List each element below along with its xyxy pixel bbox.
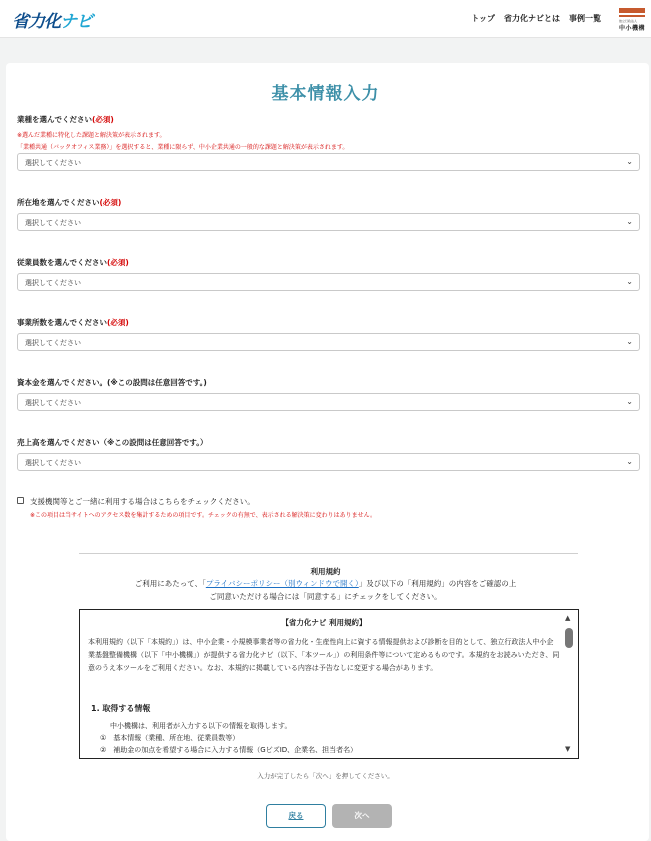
required-mark: (必須): [99, 198, 122, 207]
industry-note-1: ※選んだ業種に特化した課題と解決策が表示されます。: [17, 132, 166, 139]
sales-label-text: 売上高を選んでください: [17, 438, 100, 447]
location-label-text: 所在地を選んでください: [17, 198, 100, 207]
scrollbar-thumb[interactable]: [565, 628, 573, 648]
terms-intro-post: 」及び以下の「利用規約」の内容をご確認の上: [358, 579, 517, 588]
terms-paragraph: 本利用規約（以下「本規約」）は、中小企業・小規模事業者等の省力化・生産性向上に資する情報提供および診断を目的として、独立行政法人中小企業基盤整備機構（以下「中小機構」）が提供する省力化ナビ（以下、「本ツール」）の利用条件等について定めるものです。本規約をお読みいただき、同意のうえ本ツールをご利用ください。なお、本規約に掲載している内容は予告なしに変更する場合があります。: [88, 638, 560, 672]
support-checkbox-label[interactable]: 支援機関等とご一緒に利用する場合はこちらをチェックください。: [30, 497, 255, 506]
optional-mark: (※この設問は任意回答です。): [107, 378, 207, 387]
chevron-down-icon: ⌄: [626, 217, 633, 226]
terms-intro-pre: ご利用にあたって、「: [134, 579, 206, 588]
logo-text-navi: ナビ: [60, 12, 92, 32]
terms-scrollbar[interactable]: [564, 614, 574, 756]
next-button[interactable]: 次へ: [332, 804, 392, 828]
smrj-logo-bar: [619, 8, 645, 13]
chevron-down-icon: ⌄: [626, 157, 633, 166]
industry-select[interactable]: [17, 153, 640, 171]
terms-section-text: 中小機構は、利用者が入力する以下の情報を取得します。: [110, 722, 292, 730]
smrj-logo-text: 中小機構: [619, 25, 646, 32]
divider: [79, 553, 578, 554]
industry-note-2: 「業種共通（バックオフィス業務）」を選択すると、業種に限らず、中小企業共通の一般的な課題と解決策が表示されます。: [17, 144, 349, 151]
nav-top-link[interactable]: トップ: [471, 14, 495, 23]
back-button-label: 戻る: [288, 811, 304, 820]
back-button[interactable]: [266, 804, 326, 828]
offices-select[interactable]: [17, 333, 640, 351]
smrj-logo-line: [619, 15, 645, 17]
site-logo[interactable]: [12, 7, 92, 32]
sales-select-value: 選択してください: [25, 459, 81, 467]
nav-about-link[interactable]: 省力化ナビとは: [504, 14, 560, 23]
logo-text-main: 省力化: [12, 12, 60, 32]
nav-cases-link[interactable]: 事例一覧: [569, 14, 601, 23]
terms-scroll-box[interactable]: [79, 609, 579, 759]
location-label: [17, 197, 121, 208]
terms-intro-line2: ご同意いただける場合には「同意する」にチェックをしてください。: [209, 592, 442, 601]
offices-label: [17, 317, 129, 328]
scroll-down-icon[interactable]: ▼: [565, 745, 571, 753]
chevron-down-icon: ⌄: [626, 397, 633, 406]
support-checkbox[interactable]: [17, 497, 24, 504]
capital-select-value: 選択してください: [25, 399, 81, 407]
chevron-down-icon: ⌄: [626, 337, 633, 346]
terms-section-title: 1. 取得する情報: [91, 704, 151, 713]
capital-label: [17, 377, 207, 388]
smrj-logo[interactable]: [619, 8, 645, 32]
location-select-value: 選択してください: [25, 219, 81, 227]
employees-label-text: 従業員数を選んでください: [17, 258, 107, 267]
terms-list-item: ② 補助金の加点を希望する場合に入力する情報（GビズID、企業名、担当者名）: [100, 746, 358, 754]
employees-select[interactable]: [17, 273, 640, 291]
terms-heading: 利用規約: [310, 567, 341, 576]
site-header: [0, 0, 651, 38]
smrj-logo-subtext: 独立行政法人: [619, 19, 638, 23]
terms-box-title: 【省力化ナビ 利用規約】: [281, 618, 367, 627]
page-title: 基本情報入力: [271, 84, 380, 104]
required-mark: (必須): [107, 318, 129, 327]
sales-label: [17, 437, 207, 448]
required-mark: (必須): [92, 115, 114, 124]
optional-mark: （※この設問は任意回答です。）: [99, 438, 208, 447]
offices-label-text: 事業所数を選んでください: [17, 318, 107, 327]
employees-select-value: 選択してください: [25, 279, 81, 287]
privacy-policy-link[interactable]: プライバシーポリシー（別ウィンドウで開く）: [205, 579, 359, 588]
capital-label-text: 資本金を選んでください。: [17, 378, 107, 387]
sales-select[interactable]: [17, 453, 640, 471]
terms-intro: [0, 578, 651, 589]
support-checkbox-note: ※この項目は当サイトへのアクセス数を集計するための項目です。チェックの有無で、表示される解決策に変わりはありません。: [30, 512, 377, 519]
location-select[interactable]: [17, 213, 640, 231]
chevron-down-icon: ⌄: [626, 277, 633, 286]
completion-hint: 入力が完了したら「次へ」を押してください。: [257, 772, 394, 780]
chevron-down-icon: ⌄: [626, 457, 633, 466]
industry-label-text: 業種を選んでください: [17, 115, 92, 124]
required-mark: (必須): [107, 258, 129, 267]
terms-list-item: ① 基本情報（業種、所在地、従業員数等）: [100, 734, 240, 742]
employees-label: [17, 257, 129, 268]
capital-select[interactable]: [17, 393, 640, 411]
global-nav: [471, 13, 601, 24]
industry-select-value: 選択してください: [25, 159, 81, 167]
industry-label: [17, 114, 114, 125]
scroll-up-icon[interactable]: ▲: [565, 614, 571, 622]
offices-select-value: 選択してください: [25, 339, 81, 347]
